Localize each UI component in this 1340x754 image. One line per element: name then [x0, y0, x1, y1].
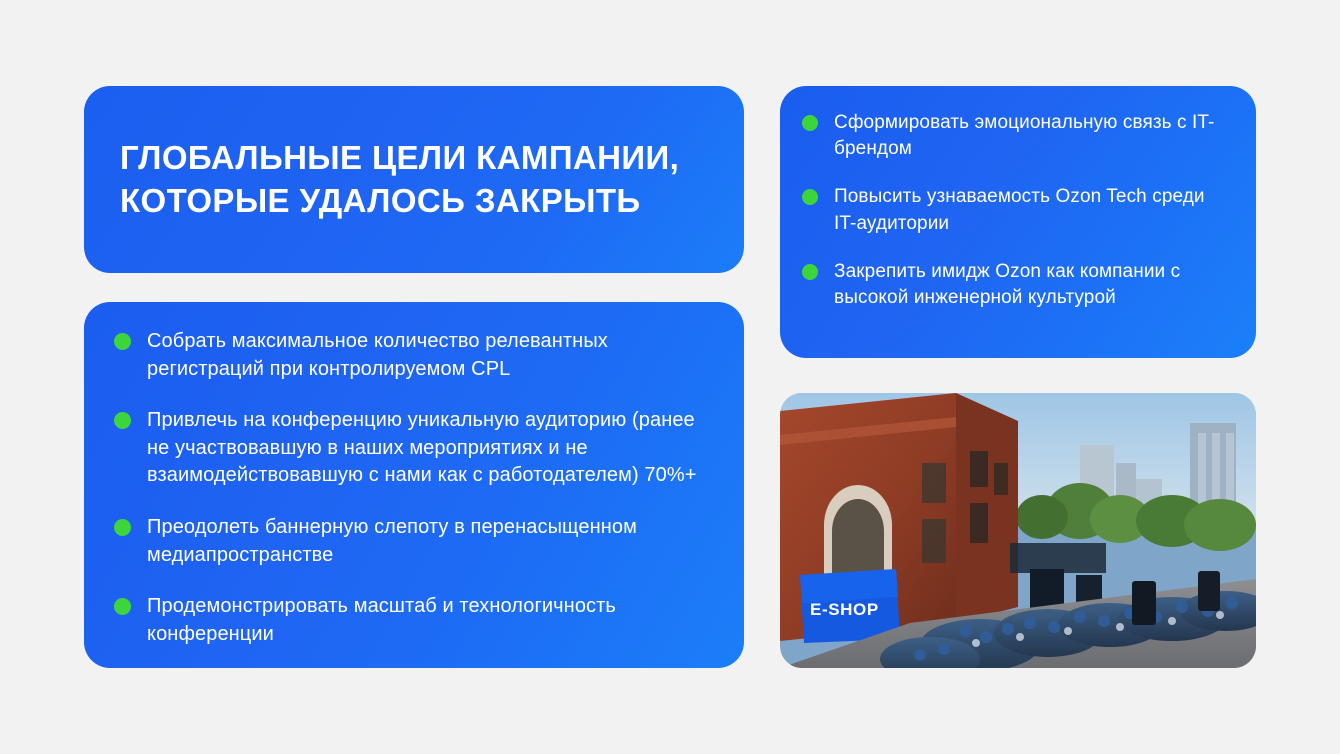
list-item-label: Преодолеть баннерную слепоту в перенасыщенном медиапространстве [147, 515, 637, 566]
bullet-dot-icon [802, 115, 818, 131]
list-item-label: Продемонстрировать масштаб и технологичность конференции [147, 595, 616, 645]
title-card [84, 86, 744, 273]
bullet-dot-icon [114, 598, 131, 615]
list-item-label: Сформировать эмоциональную связь с IT-брендом [834, 112, 1215, 160]
list-item [802, 259, 1230, 311]
brand-goals-card [780, 86, 1256, 358]
goals-list [114, 328, 710, 648]
list-item-label: Повысить узнаваемость Ozon Tech среди IT-аудитории [834, 186, 1205, 234]
goals-list-card [84, 302, 744, 668]
event-photo [780, 393, 1256, 668]
bullet-dot-icon [114, 333, 131, 350]
list-item [114, 514, 710, 569]
bullet-dot-icon [802, 264, 818, 280]
bullet-dot-icon [114, 412, 131, 429]
list-item-label: Привлечь на конференцию уникальную аудиторию (ранее не участвовавшую в наших мероприятиях и не взаимодействовавшую с нами как с работодателем) 70%+ [147, 409, 697, 487]
event-photo-illustration [780, 393, 1256, 668]
page-title: ГЛОБАЛЬНЫЕ ЦЕЛИ КАМПАНИИ, КОТОРЫЕ УДАЛОСЬ ЗАКРЫТЬ [120, 139, 680, 219]
list-item [114, 593, 710, 648]
brand-goals-list [802, 110, 1230, 311]
list-item-label: Собрать максимальное количество релевантных регистраций при контролируемом CPL [147, 330, 608, 380]
bullet-dot-icon [114, 519, 131, 536]
bullet-dot-icon [802, 189, 818, 205]
list-item [802, 110, 1230, 162]
list-item [114, 328, 710, 383]
list-item-label: Закрепить имидж Ozon как компании с высокой инженерной культурой [834, 260, 1181, 309]
svg-text:E-SHOP: E-SHOP [810, 600, 879, 619]
list-item [114, 407, 710, 490]
list-item [802, 184, 1230, 236]
